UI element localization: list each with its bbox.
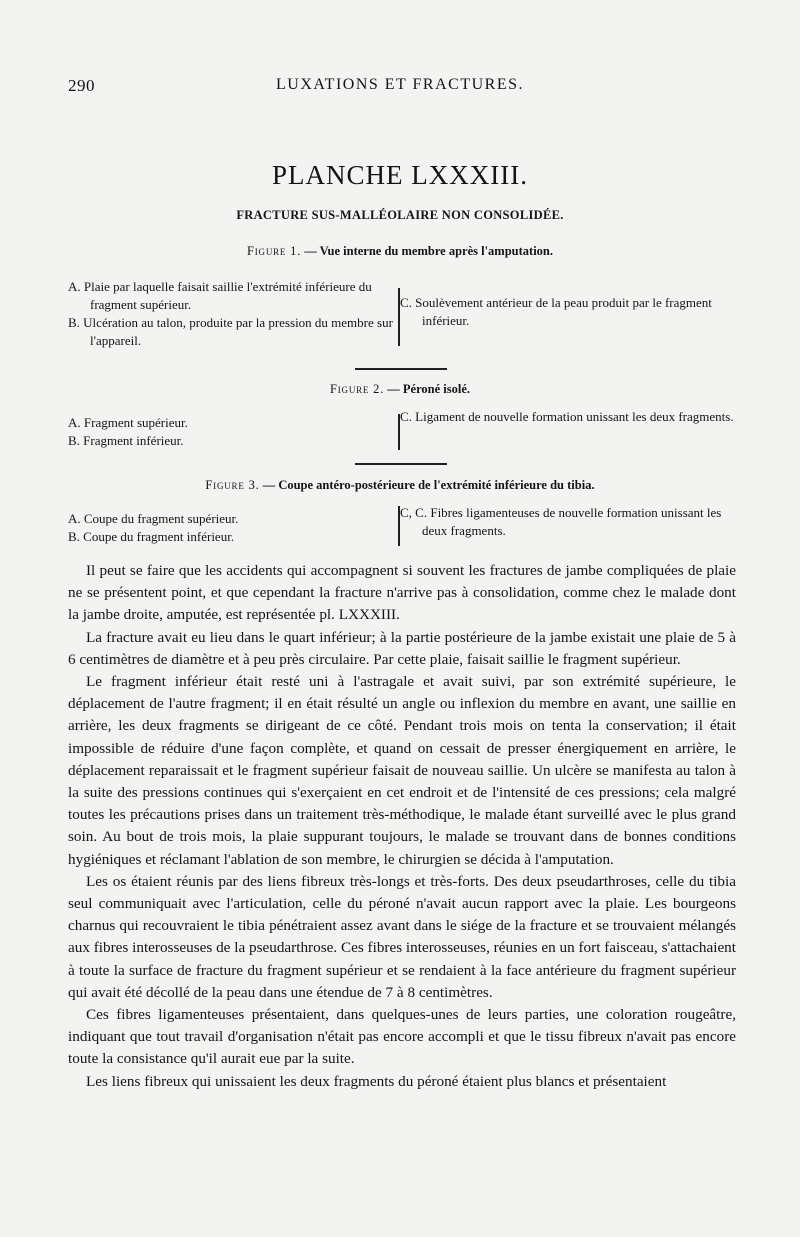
paragraph: Les os étaient réunis par des liens fibreux très-longs et très-forts. Des deux pseudarthroses, celle du tibia seul communiquait avec l'articulation, celle du péroné n'avait aucun rapport avec la plaie. Les bourgeons charnus qui recouvraient le tibia pénétraient assez avant dans le siége de la fracture et se trouvaient mélangés aux fibres interosseuses de la pseudarthrose. Ces fibres interosseuses, réunies en un fort faisceau, s'attachaient à toute la surface de fracture du fragment supérieur et se rendaient à la face antérieure du fragment supérieur qui avait été décollé de la peau dans une étendue de 7 à 8 centimètres.	[68, 872, 736, 1001]
legend-item: C. Ligament de nouvelle formation unissant les deux fragments.	[400, 409, 734, 424]
figure-1-caption: — Vue interne du membre après l'amputation.	[304, 244, 554, 258]
figure-2-title	[0, 382, 800, 397]
figure-3-left-column	[68, 510, 396, 546]
legend-item: A. Plaie par laquelle faisait saillie l'extrémité inférieure du fragment supérieur.	[68, 279, 372, 312]
page-number: 290	[68, 76, 95, 95]
figure-2-left-column	[68, 414, 396, 450]
figure-3-right-column	[400, 504, 734, 540]
section-rule	[355, 463, 447, 465]
paragraph: Les liens fibreux qui unissaient les deux fragments du péroné étaient plus blancs et présentaient	[86, 1072, 667, 1090]
figure-3-number: Figure 3.	[205, 478, 260, 492]
running-title: LUXATIONS ET FRACTURES.	[276, 76, 524, 93]
body-text	[68, 560, 736, 1093]
figure-2-number: Figure 2.	[329, 382, 385, 396]
running-head	[68, 76, 732, 104]
paragraph: Il peut se faire que les accidents qui accompagnent si souvent les fractures de jambe compliquées de plaie ne se présentent point, et que cependant la fracture n'arrive pas à consolidation, comme chez le malade dont la jambe droite, amputée, est représentée pl. LXXXIII.	[68, 562, 736, 624]
figure-1-left-column	[68, 278, 396, 350]
figure-3-caption: — Coupe antéro-postérieure de l'extrémité inférieure du tibia.	[262, 478, 595, 492]
legend-item: C, C. Fibres ligamenteuses de nouvelle formation unissant les deux fragments.	[400, 505, 722, 538]
plate-subtitle: FRACTURE SUS-MALLÉOLAIRE NON CONSOLIDÉE.	[236, 208, 564, 222]
figure-1-title	[0, 244, 800, 259]
section-rule	[355, 368, 447, 370]
figure-1-number: Figure 1.	[246, 244, 302, 258]
figure-2-caption: — Péroné isolé.	[387, 382, 471, 396]
paragraph: Ces fibres ligamenteuses présentaient, dans quelques-unes de leurs parties, une coloration rougeâtre, indiquant que tout travail d'organisation n'était pas encore accompli et que le tissu fibreux n'avait pas encore toute la consistance qu'il aurait eue par la suite.	[68, 1006, 736, 1068]
figure-1-legend	[68, 278, 734, 354]
figure-1-right-column	[400, 294, 734, 330]
legend-item: C. Soulèvement antérieur de la peau produit par le fragment inférieur.	[400, 295, 712, 328]
paragraph: La fracture avait eu lieu dans le quart inférieur; à la partie postérieure de la jambe existait une plaie de 5 à 6 centimètres de diamètre et à peu près circulaire. Par cette plaie, faisait saillie le fragment supérieur.	[68, 628, 736, 668]
figure-2-legend	[68, 409, 734, 454]
legend-item: B. Coupe du fragment inférieur.	[68, 529, 235, 544]
legend-item: B. Ulcération au talon, produite par la pression du membre sur l'appareil.	[68, 315, 393, 348]
figure-2-right-column	[400, 408, 734, 426]
legend-item: B. Fragment inférieur.	[68, 433, 184, 448]
plate-title: PLANCHE LXXXIII.	[272, 160, 528, 190]
paragraph: Le fragment inférieur était resté uni à l'astragale et avait suivi, par son extrémité supérieure, le déplacement de l'autre fragment; il en était résulté un angle ou inflexion du membre en avant, une saillie en arrière, les deux fragments se dirigeant de ce côté. Pendant trois mois on tenta la conservation; il était impossible de réduire d'une façon complète, et quand on cessait de presser énergiquement en arrière, le déplacement reparaissait et le fragment supérieur faisait de nouveau saillie. Un ulcère se manifesta au talon à la suite des pressions continues qui s'exerçaient en cet endroit et de l'intensité de ces pressions; cela malgré toutes les précautions prises dans un traitement très-méthodique, le malade étant surveillé avec le plus grand soin. Au bout de trois mois, la plaie suppurant toujours, le malade se trouvant dans de bonnes conditions hygiéniques et réclamant l'ablation de son membre, le chirurgien se décida à l'amputation.	[68, 673, 736, 868]
legend-item: A. Fragment supérieur.	[68, 415, 188, 430]
figure-3-legend	[68, 505, 734, 550]
legend-item: A. Coupe du fragment supérieur.	[68, 511, 239, 526]
figure-3-title	[0, 478, 800, 493]
